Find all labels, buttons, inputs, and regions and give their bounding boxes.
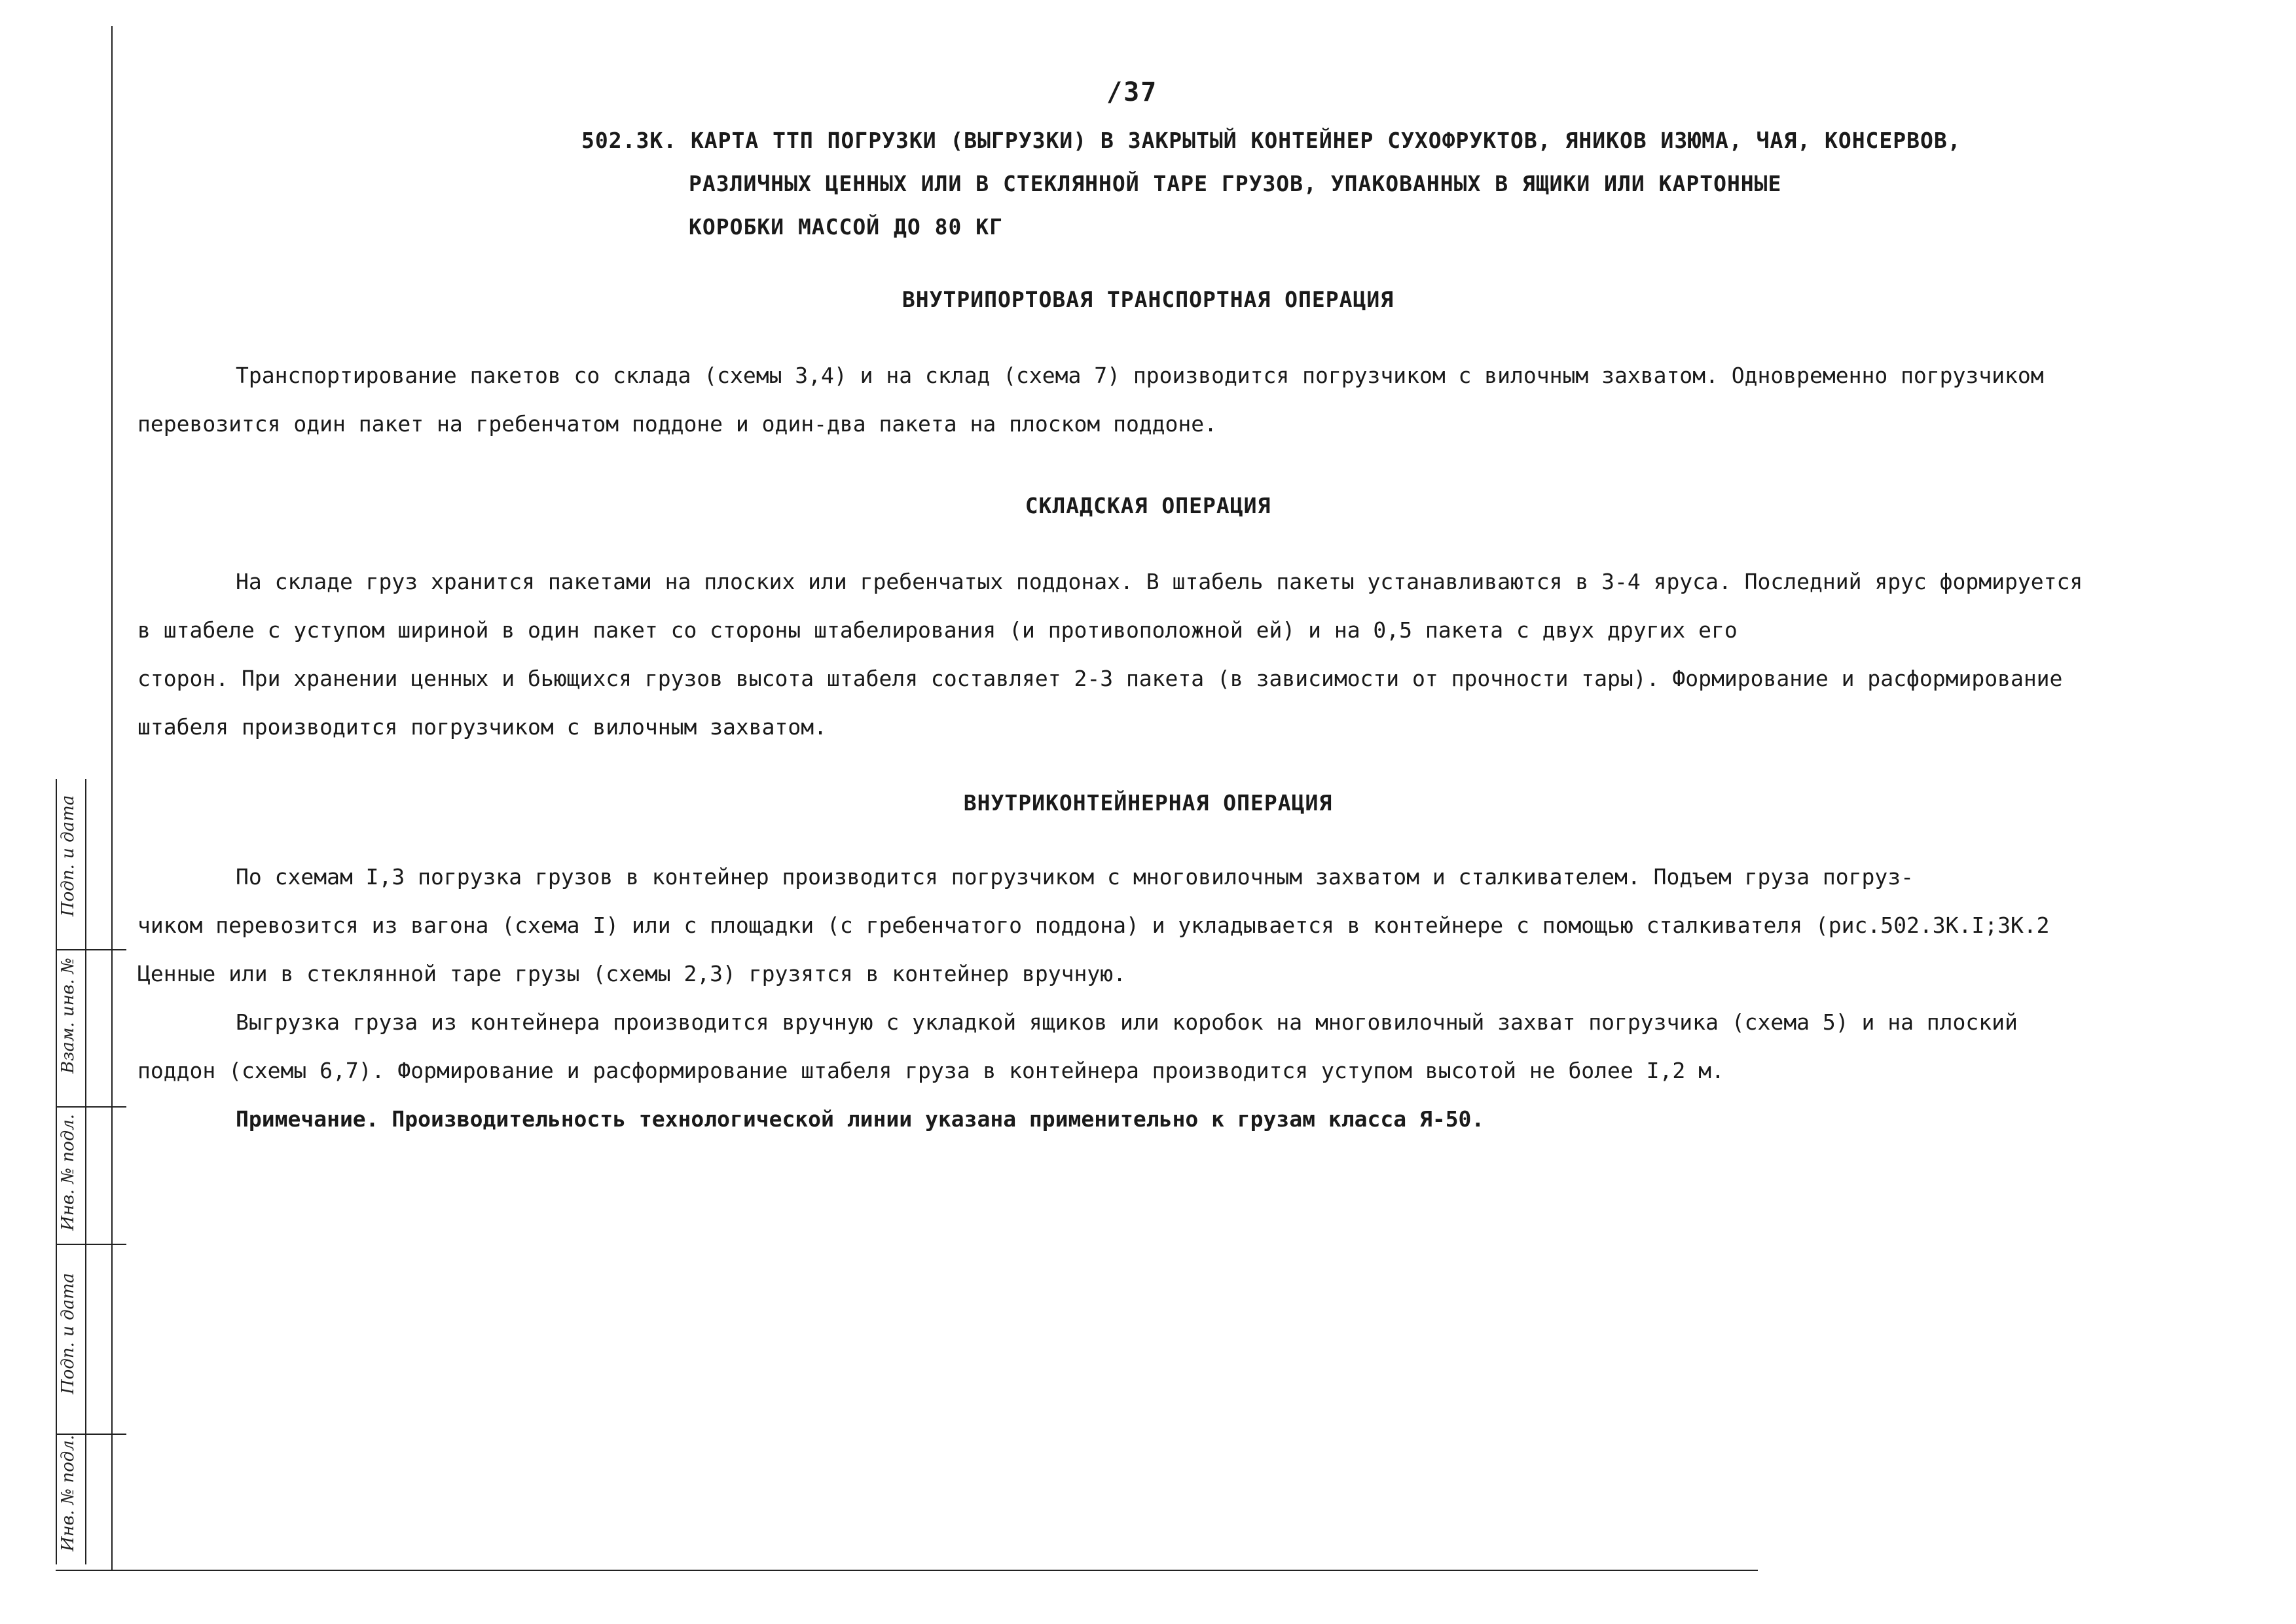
stamp-cell5: Инв. № подл. [58,1434,78,1551]
paragraph-line: штабеля производится погрузчиком с вилочным захватом. [137,714,827,740]
paragraph-line: в штабеле с уступом шириной в один пакет со стороны штабелирования (и противоположной ей) и на 0,5 пакета с двух других его [137,617,1738,643]
paragraph-line: чиком перевозится из вагона (схема I) или с площадки (с гребенчатого поддона) и укладывается в контейнере с помощью сталкивателя (рис.502.3К.I;3К.2 [137,912,2050,938]
stamp-inner-line [85,779,86,1564]
stamp-cell1: Подп. и дата [58,795,78,916]
stamp-cell2: Взам. инв. № [58,957,78,1074]
stamp-sep [56,1106,126,1108]
page-number: /37 [1106,77,1158,107]
paragraph-warehouse [137,558,2252,751]
document-title [581,119,1961,249]
title-line: РАЗЛИЧНЫХ ЦЕННЫХ ИЛИ В СТЕКЛЯННОЙ ТАРЕ ГРУЗОВ, УПАКОВАННЫХ В ЯЩИКИ ИЛИ КАРТОННЫЕ [689,171,1782,196]
note-line: Примечание. Производительность технологической линии указана применительно к грузам класса Я-50. [236,1106,1485,1132]
paragraph-line: перевозится один пакет на гребенчатом поддоне и один-два пакета на плоском поддоне. [137,411,1218,437]
paragraph-container [137,853,2252,1144]
paragraph-line: поддон (схемы 6,7). Формирование и расформирование штабеля груза в контейнера производится уступом высотой не более I,2 м. [137,1058,1724,1083]
paragraph-line: На складе груз хранится пакетами на плоских или гребенчатых поддонах. В штабель пакеты устанавливаются в 3-4 яруса. Последний ярус формируется [236,569,2083,594]
stamp-sep [56,1434,126,1435]
section-heading-warehouse: СКЛАДСКАЯ ОПЕРАЦИЯ [1025,493,1271,518]
stamp-sep [56,1244,126,1245]
paragraph-transport [137,352,2252,448]
paragraph-line: сторон. При хранении ценных и бьющихся грузов высота штабеля составляет 2-3 пакета (в зависимости от прочности тары). Формирование и расформирование [137,666,2063,691]
paragraph-line: Ценные или в стеклянной таре грузы (схемы 2,3) грузятся в контейнер вручную. [137,961,1126,986]
stamp-sep [56,949,126,950]
paragraph-line: По схемам I,3 погрузка грузов в контейнер производится погрузчиком с многовилочным захватом и сталкивателем. Подъем груза погруз- [236,864,1914,890]
stamp-cell3: Инв. № подл. [58,1113,78,1231]
margin-stamp [56,779,126,1564]
paragraph-line: Выгрузка груза из контейнера производится вручную с укладкой ящиков или коробок на многовилочный захват погрузчика (схема 5) и на плоский [236,1009,2018,1035]
title-line: КОРОБКИ МАССОЙ ДО 80 КГ [689,214,1003,240]
stamp-cell4: Подп. и дата [58,1272,78,1394]
title-line: 502.3К. КАРТА ТТП ПОГРУЗКИ (ВЫГРУЗКИ) В ЗАКРЫТЫЙ КОНТЕЙНЕР СУХОФРУКТОВ, ЯНИКОВ ИЗЮМА, ЧАЯ, КОНСЕРВОВ, [581,128,1961,153]
section-heading-transport: ВНУТРИПОРТОВАЯ ТРАНСПОРТНАЯ ОПЕРАЦИЯ [902,287,1394,312]
bottom-line [56,1570,1758,1571]
paragraph-line: Транспортирование пакетов со склада (схемы 3,4) и на склад (схема 7) производится погрузчиком с вилочным захватом. Одновременно погрузчиком [236,363,2044,388]
section-heading-container: ВНУТРИКОНТЕЙНЕРНАЯ ОПЕРАЦИЯ [963,790,1333,816]
